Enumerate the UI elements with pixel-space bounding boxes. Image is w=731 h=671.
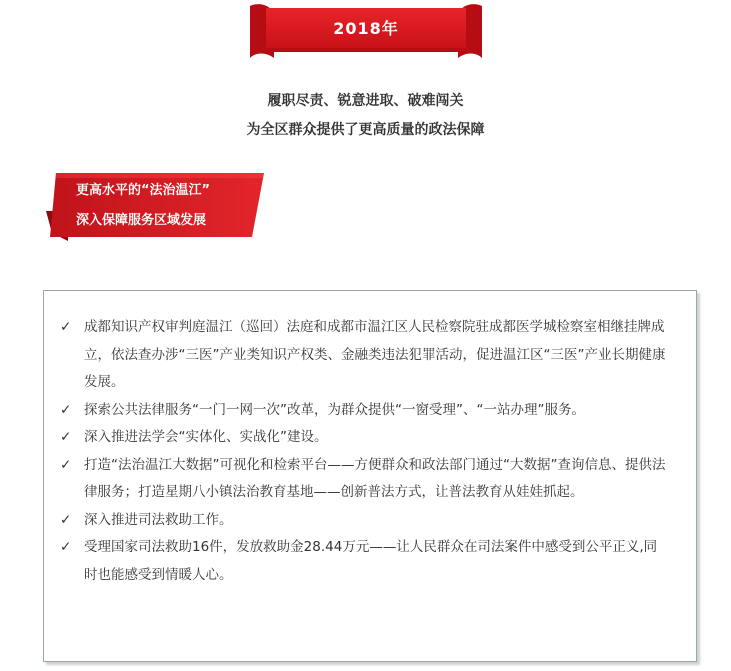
list-item-text: 成都知识产权审判庭温江（巡回）法庭和成都市温江区人民检察院驻成都医学城检察室相继挂牌成立，依法查办涉“三医”产业类知识产权类、金融类违法犯罪活动，促进温江区“三医”产业长期健康发展。 (84, 319, 666, 390)
check-icon: ✓ (60, 456, 72, 473)
section-title-line-1: 更高水平的“法治温江” (76, 183, 211, 198)
check-icon: ✓ (60, 401, 72, 418)
achievement-list (44, 291, 696, 589)
headline-line-2: 为全区群众提供了更高质量的政法保障 (246, 122, 485, 138)
list-item-text: 深入推进司法救助工作。 (84, 511, 233, 528)
check-icon: ✓ (60, 319, 72, 335)
list-item (60, 424, 670, 452)
check-icon: ✓ (60, 511, 72, 528)
list-item (60, 534, 670, 589)
list-item-text: 探索公共法律服务“一门一网一次”改革，为群众提供“一窗受理”、“一站办理”服务。 (84, 401, 585, 418)
list-item (60, 452, 670, 507)
section-banner (42, 171, 266, 243)
section-title-line-2: 深入保障服务区域发展 (76, 213, 207, 228)
list-item-text: 深入推进法学会“实体化、实战化”建设。 (84, 429, 328, 445)
year-label: 2018年 (333, 19, 399, 38)
list-item (60, 314, 670, 397)
check-icon: ✓ (60, 539, 72, 555)
list-item-text: 打造“法治温江大数据”可视化和检索平台——方便群众和政法部门通过“大数据”查询信息、提供法律服务；打造星期八小镇法治教育基地——创新普法方式，让普法教育从娃娃抓起。 (84, 456, 666, 500)
list-item (60, 507, 670, 535)
list-item-text: 受理国家司法救助16件，发放救助金28.44万元——让人民群众在司法案件中感受到公平正义,同时也能感受到情暖人心。 (84, 539, 658, 583)
check-icon: ✓ (60, 429, 72, 445)
content-box (43, 290, 697, 662)
year-banner (248, 2, 484, 62)
list-item (60, 397, 670, 425)
headline-line-1: 履职尽责、锐意进取、破难闯关 (267, 93, 464, 109)
